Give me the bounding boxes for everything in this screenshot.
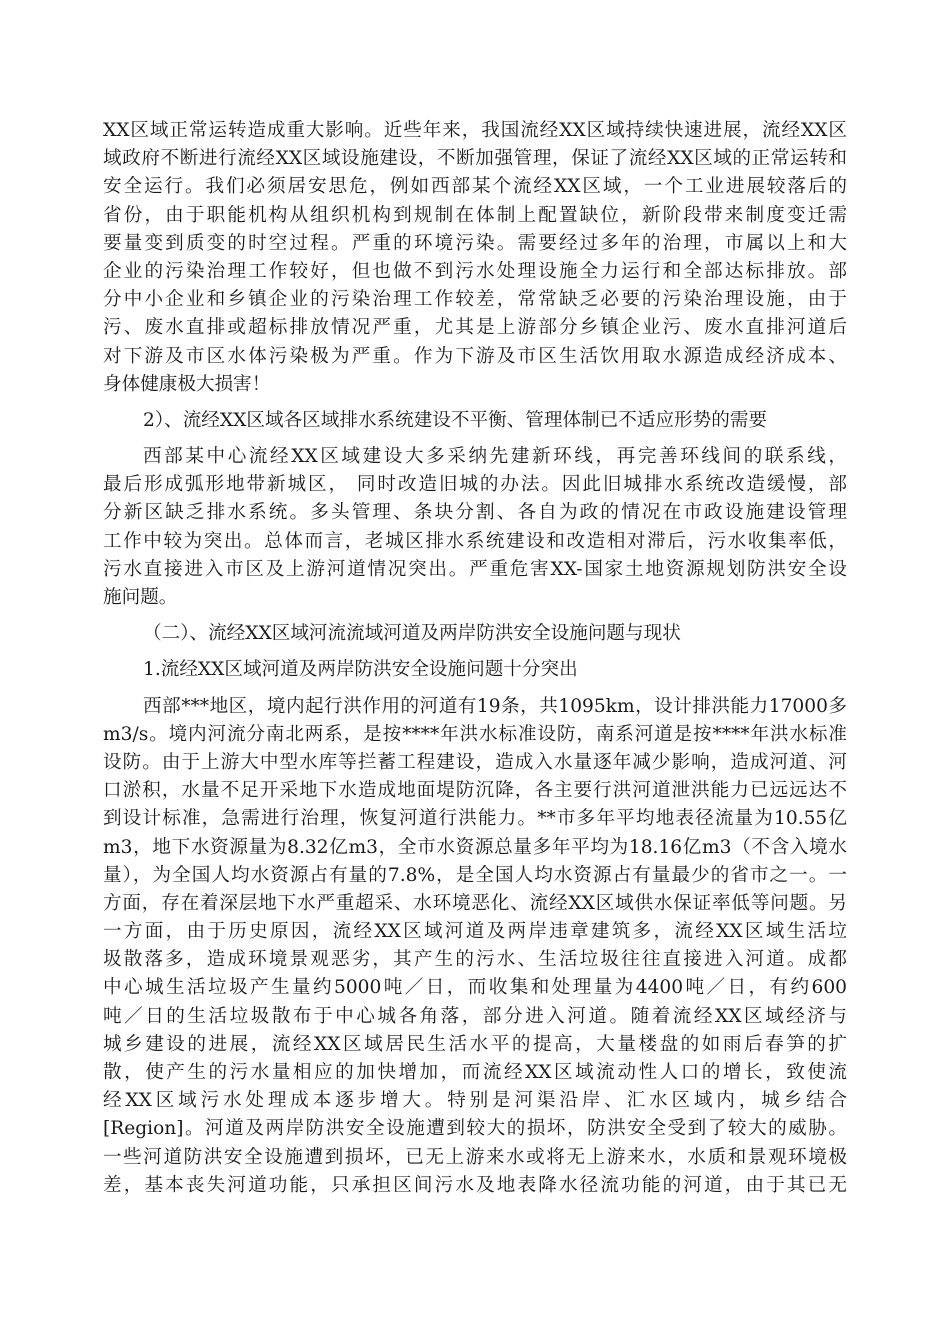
- text-line: 分中小企业和乡镇企业的污染治理工作较差，常常缺乏必要的污染治理设施，由于: [103, 289, 847, 311]
- text-line: 企业的污染治理工作较好，但也做不到污水处理设施全力运行和全部达标排放。部: [103, 260, 847, 282]
- text-line: 安全运行。我们必须居安思危，例如西部某个流经XX区域，一个工业进展较落后的: [103, 176, 847, 198]
- text-line: 域政府不断进行流经XX区域设施建设，不断加强管理，保证了流经XX区域的正常运转和: [103, 148, 847, 170]
- text-line: 差，基本丧失河道功能，只承担区间污水及地表降水径流功能的河道，由于其已无: [103, 1174, 847, 1196]
- text-line: 最后形成弧形地带新城区， 同时改造旧城的办法。因此旧城排水系统改造缓慢，部: [103, 474, 847, 496]
- text-line: 中心城生活垃圾产生量约5000吨／日，而收集和处理量为4400吨／日，有约600: [103, 977, 847, 999]
- text-line: 对下游及市区水体污染极为严重。作为下游及市区生活饮用取水源造成经济成本、: [103, 345, 847, 367]
- text-line: 分新区缺乏排水系统。多头管理、条块分割、各自为政的情况在市政设施建设管理: [103, 502, 847, 524]
- text-line: 西部***地区，境内起行洪作用的河道有19条，共1095km，设计排洪能力17000多: [143, 695, 847, 717]
- text-line: 一些河道防洪安全设施遭到损坏，已无上游来水或将无上游来水，水质和景观环境极: [103, 1146, 847, 1168]
- text-line: 量），为全国人均水资源占有量的7.8%，是全国人均水资源占有量最少的省市之一。一: [103, 864, 847, 886]
- text-line: 设防。由于上游大中型水库等拦蓄工程建设，造成入水量逐年减少影响，造成河道、河: [103, 751, 847, 773]
- text-line: 省份，由于职能机构从组织机构到规制在体制上配置缺位，新阶段带来制度变迁需: [103, 204, 847, 226]
- text-line: 西部某中心流经XX区域建设大多采纳先建新环线，再完善环线间的联系线，: [143, 446, 847, 468]
- heading-line: 1.流经XX区域河道及两岸防洪安全设施问题十分突出: [143, 659, 578, 681]
- text-line: [Region]。河道及两岸防洪安全设施遭到较大的损坏，防洪安全受到了较大的威胁。: [103, 1118, 847, 1140]
- text-line: 经XX区域污水处理成本逐步增大。特别是河渠沿岸、汇水区域内，城乡结合: [103, 1090, 847, 1112]
- text-line: 圾散落多，造成环境景观恶劣，其产生的污水、生活垃圾往往直接进入河道。成都: [103, 949, 847, 971]
- text-line: 散，使产生的污水量相应的加快增加，而流经XX区域流动性人口的增长，致使流: [103, 1062, 847, 1083]
- text-line: 要量变到质变的时空过程。严重的环境污染。需要经过多年的治理，市属以上和大: [103, 232, 847, 254]
- text-line: 口淤积，水量不足开采地下水造成地面堤防沉降，各主要行洪河道泄洪能力已远远达不: [103, 780, 847, 802]
- section-heading-flood-safety: [103, 620, 847, 648]
- text-line: 方面，存在着深层地下水严重超采、水环境恶化、流经XX区域供水保证率低等问题。另: [103, 892, 847, 914]
- text-line: 工作中较为突出。总体而言，老城区排水系统建设和改造相对滞后，污水收集率低，: [103, 530, 847, 552]
- text-line: 污、废水直排或超标排放情况严重，尤其是上游部分乡镇企业污、废水直排河道后: [103, 317, 847, 339]
- text-line: XX区域正常运转造成重大影响。近些年来，我国流经XX区域持续快速进展，流经XX区: [103, 120, 847, 141]
- paragraph-pollution-impact: [103, 117, 847, 399]
- text-line: 施问题。: [103, 587, 178, 608]
- text-line: 到设计标准，急需进行治理，恢复河道行洪能力。**市多年平均地表径流量为10.55亿: [103, 808, 847, 830]
- text-line: 一方面，由于历史原因，流经XX区域河道及两岸违章建筑多，流经XX区域生活垃: [103, 921, 847, 943]
- text-line: m3/s。境内河流分南北两系，是按****年洪水标准设防，南系河道是按****年洪水标准: [103, 723, 847, 745]
- subsection-heading-river-issues: [103, 656, 847, 684]
- paragraph-drainage-system: [103, 443, 847, 612]
- document-page: [103, 117, 847, 1200]
- text-line: 身体健康极大损害！: [103, 373, 271, 395]
- section-heading-drainage: [103, 407, 847, 435]
- heading-line: （二）、流经XX区域河流流域河道及两岸防洪安全设施问题与现状: [143, 623, 681, 645]
- text-line: 污水直接进入市区及上游河道情况突出。严重危害XX-国家土地资源规划防洪安全设: [103, 558, 847, 580]
- text-line: m3，地下水资源量为8.32亿m3，全市水资源总量多年平均为18.16亿m3（不含入境水: [103, 836, 847, 858]
- text-line: 城乡建设的进展，流经XX区域居民生活水平的提高，大量楼盘的如雨后春笋的扩: [103, 1033, 847, 1055]
- heading-line: 2）、流经XX区域各区域排水系统建设不平衡、管理体制已不适应形势的需要: [143, 409, 768, 431]
- paragraph-river-status: [103, 693, 847, 1200]
- text-line: 吨／日的生活垃圾散布于中心城各角落，部分进入河道。随着流经XX区域经济与: [103, 1005, 847, 1027]
